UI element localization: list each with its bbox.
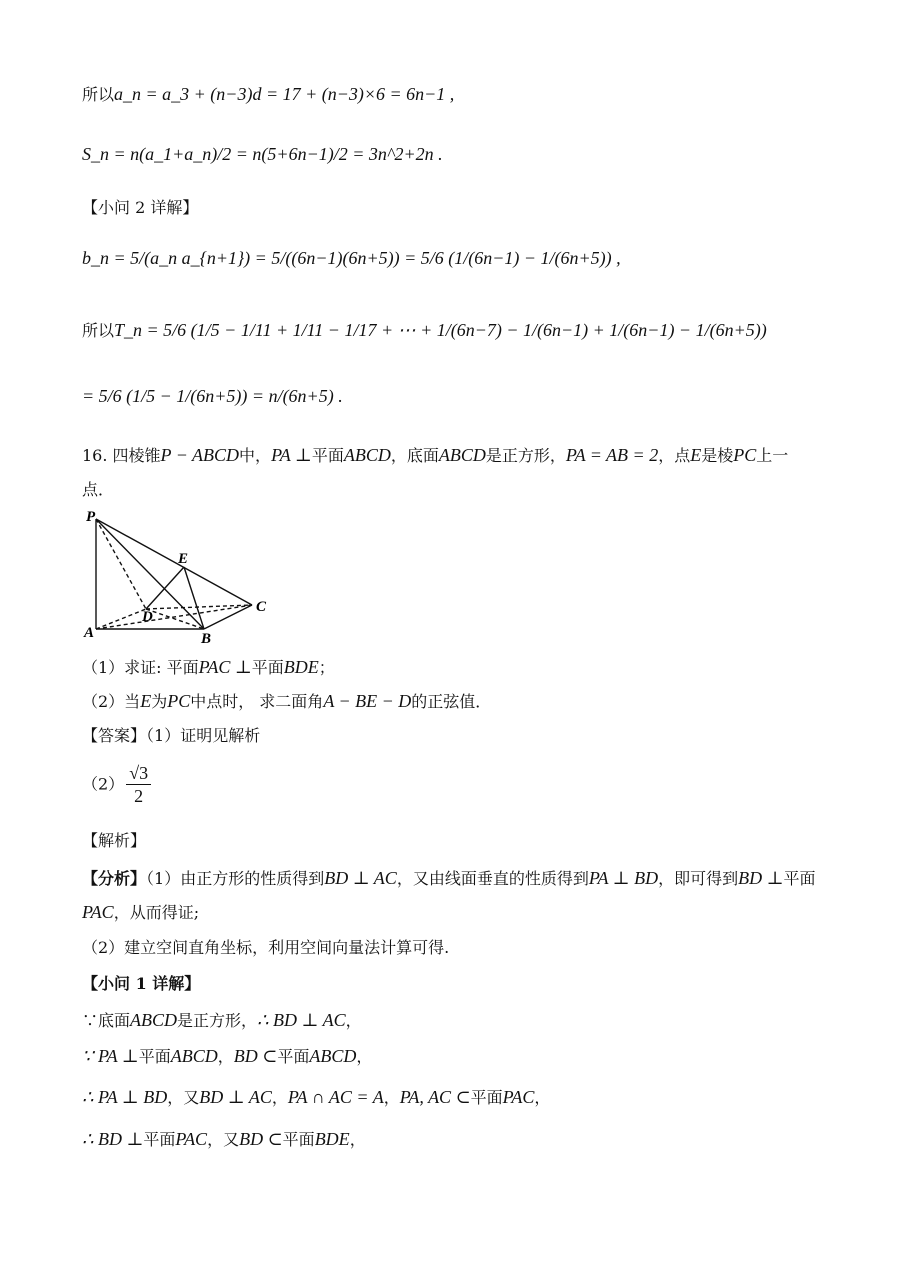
q16-part2: （2）当E为PC中点时， 求二面角A − BE − D的正弦值．	[82, 691, 492, 711]
sub2-heading: 【小问 2 详解】	[82, 198, 199, 217]
answer-line	[82, 724, 260, 748]
q16-part1: （1）求证: 平面PAC ⊥平面BDE；	[82, 657, 335, 677]
tn-formula-line	[82, 318, 767, 343]
label-A: A	[84, 625, 95, 641]
proof-line1: ∵底面ABCD是正方形，∴ BD ⊥ AC，	[82, 1010, 362, 1030]
tn-result-line	[82, 384, 343, 409]
an-formula-line	[82, 82, 454, 107]
pyramid-figure	[76, 505, 276, 645]
proof-line4: ∴ BD ⊥平面PAC，又BD ⊂平面BDE，	[82, 1129, 366, 1149]
q16-line1: 16. 四棱锥P − ABCD中，PA ⊥平面ABCD，底面ABCD是正方形，PA = AB = 2，点E是棱PC上一	[82, 445, 789, 465]
tn-prefix: 所以	[82, 321, 115, 340]
edge-AD	[96, 609, 146, 629]
fenxi-line2: PAC，从而得证;	[82, 902, 200, 922]
answer-part2-line: （2） $\frac{√3}{2}$	[82, 762, 153, 807]
tn-result: = 5/6 (1/5 − 1/(6n+5)) = n/(6n+5) .	[82, 386, 343, 406]
analysis-heading: 【解析】	[82, 831, 147, 850]
edge-DB	[146, 609, 204, 629]
label-E: E	[178, 551, 189, 567]
label-B: B	[201, 631, 212, 645]
proof-line3: ∴ PA ⊥ BD，又BD ⊥ AC，PA ∩ AC = A，PA, AC ⊂平面PAC，	[82, 1087, 551, 1107]
label-P: P	[86, 509, 96, 525]
sn-formula: S_n = n(a_1+a_n)/2 = n(5+6n−1)/2 = 3n^2+2n .	[82, 144, 443, 164]
fenxi-line1: 【分析】（1）由正方形的性质得到BD ⊥ AC，又由线面垂直的性质得到PA ⊥ BD，即可得到BD ⊥平面	[82, 868, 816, 888]
bn-formula-line	[82, 246, 621, 271]
edge-PC	[96, 519, 252, 605]
proof-line2: ∵ PA ⊥平面ABCD，BD ⊂平面ABCD，	[82, 1046, 373, 1066]
sn-formula-line	[82, 142, 443, 167]
label-D: D	[142, 609, 153, 625]
tn-formula: T_n = 5/6 (1/5 − 1/11 + 1/11 − 1/17 + ⋯ + 1/(6n−7) − 1/(6n−1) + 1/(6n−1) − 1/(6n+5))	[114, 320, 767, 340]
answer-part1: （1）证明见解析	[146, 726, 261, 745]
an-formula: a_n = a_3 + (n−3)d = 17 + (n−3)×6 = 6n−1 ,	[114, 84, 455, 104]
answer-label: 【答案】	[82, 726, 147, 745]
label-C: C	[256, 599, 267, 615]
an-prefix: 所以	[82, 85, 115, 104]
fenxi-line3: （2）建立空间直角坐标，利用空间向量法计算可得.	[82, 938, 450, 957]
sub1-heading: 【小问 1 详解】	[82, 974, 201, 993]
bn-formula: b_n = 5/(a_n a_{n+1}) = 5/((6n−1)(6n+5)) = 5/6 (1/(6n−1) − 1/(6n+5)) ,	[82, 248, 621, 268]
q16-line2: 点．	[82, 480, 115, 499]
answer-fraction: $\frac{√3}{2}$	[126, 762, 151, 807]
